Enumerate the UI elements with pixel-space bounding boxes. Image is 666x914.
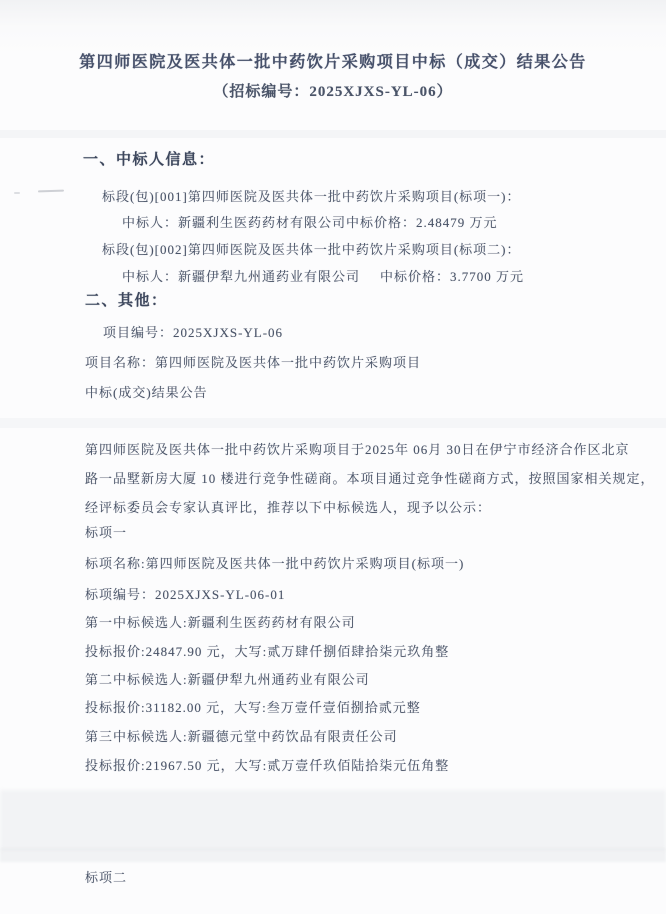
lot-001-price: 中标价格：2.48479 万元 bbox=[346, 215, 498, 230]
section-heading-winner-info: 一、中标人信息： bbox=[83, 152, 216, 168]
lot1-label: 标项一 bbox=[85, 525, 128, 540]
candidate-2-bid-line: 投标报价:31182.00 元，大写:叁万壹仟壹佰捌拾贰元整 bbox=[85, 700, 421, 715]
lot-001-line: 标段(包)[001]第四师医院及医共体一批中药饮片采购项目(标项一)： bbox=[102, 189, 521, 204]
lot1-name-line: 标项名称:第四师医院及医共体一批中药饮片采购项目(标项一) bbox=[85, 556, 465, 571]
lot2-label: 标项二 bbox=[85, 870, 128, 885]
candidate-3-bid-line: 投标报价:21967.50 元，大写:贰万壹仟玖佰陆拾柒元伍角整 bbox=[85, 758, 450, 773]
scan-noise-band bbox=[0, 418, 666, 428]
announcement-label-line: 中标(成交)结果公告 bbox=[85, 385, 208, 400]
document-title: 第四师医院及医共体一批中药饮片采购项目中标（成交）结果公告 bbox=[79, 54, 587, 71]
lot-002-line: 标段(包)[002]第四师医院及医共体一批中药饮片采购项目(标项二)： bbox=[102, 242, 521, 257]
scan-noise-band bbox=[0, 790, 666, 850]
candidate-3-rank-line: 第三中标候选人:新疆德元堂中药饮品有限责任公司 bbox=[85, 729, 398, 744]
candidate-1-rank-line: 第一中标候选人:新疆利生医药药材有限公司 bbox=[85, 615, 356, 630]
lot-002-winner: 中标人：新疆伊犁九州通药业有限公司 bbox=[122, 269, 361, 284]
tender-number-subtitle: （招标编号：2025XJXS-YL-06） bbox=[213, 84, 453, 100]
section-heading-other: 二、其他： bbox=[85, 293, 168, 309]
pencil-mark bbox=[38, 190, 64, 193]
project-number-line: 项目编号：2025XJXS-YL-06 bbox=[103, 325, 284, 340]
lot-002-price: 中标价格：3.7700 万元 bbox=[380, 269, 525, 284]
lot-001-winner: 中标人：新疆利生医药药材有限公司 bbox=[122, 215, 347, 230]
paragraph-line-2: 路一品墅新房大厦 10 楼进行竞争性磋商。本项目通过竞争性磋商方式，按照国家相关规定， bbox=[85, 471, 655, 486]
project-name-line: 项目名称：第四师医院及医共体一批中药饮片采购项目 bbox=[85, 355, 422, 370]
candidate-2-rank-line: 第二中标候选人:新疆伊犁九州通药业有限公司 bbox=[85, 672, 370, 687]
lot1-number-line: 标项编号：2025XJXS-YL-06-01 bbox=[85, 587, 286, 602]
pencil-mark bbox=[14, 192, 20, 194]
candidate-1-bid-line: 投标报价:24847.90 元，大写:贰万肆仟捌佰肆拾柒元玖角整 bbox=[85, 644, 450, 659]
scan-noise-band bbox=[0, 848, 666, 862]
paragraph-line-1: 第四师医院及医共体一批中药饮片采购项目于2025年 06月 30日在伊宁市经济合作区北京 bbox=[85, 442, 630, 457]
paragraph-line-3: 经评标委员会专家认真评比，推荐以下中标候选人，现予以公示： bbox=[85, 500, 492, 515]
scan-noise-band bbox=[0, 130, 666, 138]
